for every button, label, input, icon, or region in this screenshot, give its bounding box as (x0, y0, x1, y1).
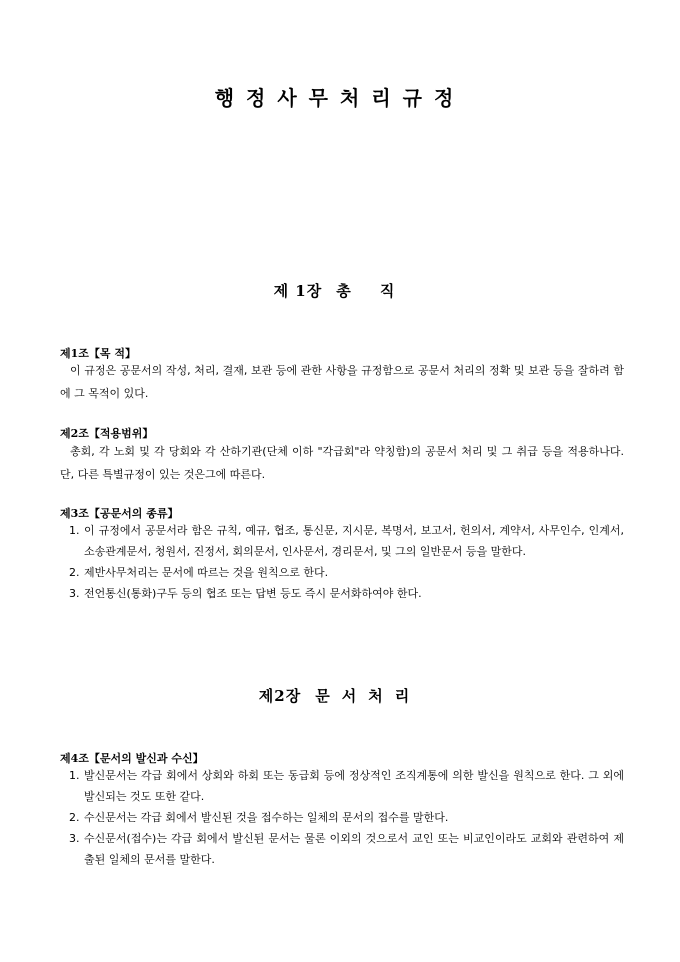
article-heading: 제1조【목 적】 (60, 347, 136, 360)
list-item: 3. 전언통신(통화)구두 등의 협조 또는 답변 등도 즉시 문서화하여야 한다. (69, 587, 422, 600)
article-body: 이 규정은 공문서의 작성, 처리, 결재, 보관 등에 관한 사항을 규정함으로 공문서 처리의 정확 및 보관 등을 잘하려 함에 그 목적이 있다. (60, 364, 624, 400)
list-item-text: 제반사무처리는 문서에 따르는 것을 원칙으로 한다. (84, 566, 329, 579)
article-body: 총회, 각 노회 및 각 당회와 각 산하기관(단체 이하 "각급회"라 약칭함)의 공문서 처리 및 그 취급 등을 적용하나다. 단, 다른 특별규정이 있는 것은그에 따른다. (60, 445, 624, 481)
list-item-text: 발신문서는 각급 회에서 상회와 하회 또는 동급회 등에 정상적인 조직계통에 의한 발신을 원칙으로 한다. 그 외에 발신되는 것도 또한 같다. (84, 769, 624, 803)
article-item-list (60, 520, 624, 604)
document-title: 행정사무처리규정 (214, 86, 466, 110)
article-heading: 제4조【문서의 발신과 수신】 (60, 752, 204, 765)
list-item: 1. 발신문서는 각급 회에서 상회와 하회 또는 동급회 등에 정상적인 조직계통에 의한 발신을 원칙으로 한다. 그 외에 발신되는 것도 또한 같다. (69, 769, 624, 803)
chapter-name: 총 직 (336, 282, 407, 300)
list-item: 2. 수신문서는 각급 회에서 발신된 것을 접수하는 일체의 문서의 접수를 말한다. (69, 811, 449, 824)
article-heading: 제2조【적용범위】 (60, 427, 154, 440)
list-item-text: 수신문서(접수)는 각급 회에서 발신된 문서는 물론 이외의 것으로서 교인 또는 비교인이라도 교회와 관련하여 제출된 일체의 문서를 말한다. (84, 832, 624, 866)
chapter-number: 제 1장 (273, 282, 323, 300)
chapter-name: 문서처리 (315, 687, 422, 705)
article-heading: 제3조【공문서의 종류】 (60, 507, 179, 520)
article-item-list (60, 765, 624, 870)
list-item: 1. 이 규정에서 공문서라 함은 규칙, 예규, 협조, 통신문, 지시문, 복명서, 보고서, 헌의서, 계약서, 사무인수, 인계서, 소송관계문서, 청원서, 진정서, 회의문서, 인사문서, 경리문서, 및 그의 일반문서 등을 말한다. (69, 524, 624, 558)
list-item: 3. 수신문서(접수)는 각급 회에서 발신된 문서는 물론 이외의 것으로서 교인 또는 비교인이라도 교회와 관련하여 제출된 일체의 문서를 말한다. (69, 832, 624, 866)
chapter-number: 제2장 (258, 687, 302, 705)
list-item-text: 이 규정에서 공문서라 함은 규칙, 예규, 협조, 통신문, 지시문, 복명서, 보고서, 헌의서, 계약서, 사무인수, 인계서, 소송관계문서, 청원서, 진정서, 회의문서, 인사문서, 경리문서, 및 그의 일반문서 등을 말한다. (84, 524, 624, 558)
chapter-1-heading (0, 280, 680, 301)
chapter-2-heading (0, 685, 680, 706)
list-item-text: 전언통신(통화)구두 등의 협조 또는 답변 등도 즉시 문서화하여야 한다. (84, 587, 422, 600)
list-item: 2. 제반사무처리는 문서에 따르는 것을 원칙으로 한다. (69, 566, 329, 579)
list-item-text: 수신문서는 각급 회에서 발신된 것을 접수하는 일체의 문서의 접수를 말한다. (84, 811, 449, 824)
